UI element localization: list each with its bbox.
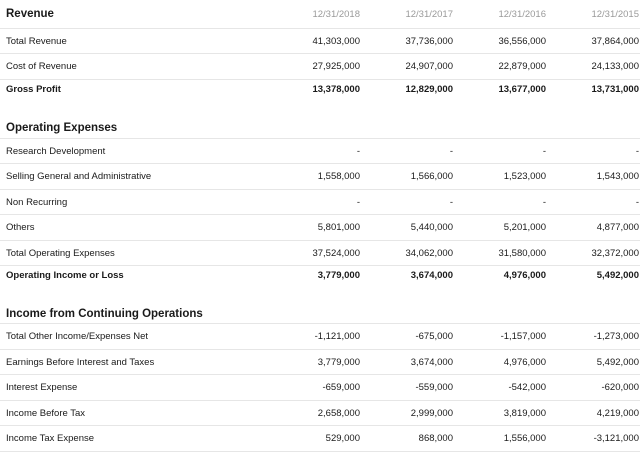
row-value: 1,558,000	[317, 171, 360, 182]
row-label: Total Operating Expenses	[6, 247, 115, 259]
row-value: 1,543,000	[596, 171, 639, 182]
table-row	[0, 375, 640, 401]
row-value: 36,556,000	[498, 35, 546, 47]
row-value: 34,062,000	[405, 247, 453, 259]
row-label: Others	[6, 222, 35, 233]
row-value: 3,674,000	[410, 356, 453, 368]
row-value: -542,000	[508, 382, 546, 393]
row-value: 3,779,000	[317, 356, 360, 368]
table-row	[0, 54, 640, 80]
row-value: 529,000	[325, 433, 360, 444]
row-value: 37,864,000	[591, 35, 639, 47]
row-value: 27,925,000	[312, 61, 360, 72]
row-value: 32,372,000	[591, 247, 639, 259]
row-value: 5,492,000	[596, 356, 639, 368]
row-value: -659,000	[322, 382, 360, 393]
date-column-header: 12/31/2015	[591, 8, 639, 20]
row-value: -	[542, 145, 546, 157]
row-value: 31,580,000	[498, 247, 546, 259]
row-value: 12,829,000	[405, 83, 453, 95]
date-column-header: 12/31/2017	[405, 8, 453, 20]
row-value: 3,674,000	[410, 269, 453, 281]
table-row	[0, 190, 640, 215]
table-row	[0, 350, 640, 375]
row-value: -	[356, 196, 360, 208]
row-value: -1,121,000	[314, 331, 360, 342]
row-value: 1,566,000	[410, 171, 453, 182]
row-value: -	[542, 196, 546, 208]
row-value: 24,907,000	[405, 61, 453, 72]
row-label: Earnings Before Interest and Taxes	[6, 356, 155, 368]
row-value: -	[356, 145, 360, 157]
row-value: 5,801,000	[317, 222, 360, 233]
row-value: -1,273,000	[593, 331, 639, 342]
row-value: 3,819,000	[503, 407, 546, 419]
row-label: Gross Profit	[6, 83, 61, 95]
row-value: 2,658,000	[317, 407, 360, 419]
row-value: -3,121,000	[593, 433, 639, 444]
table-row	[0, 241, 640, 266]
row-value: -	[635, 196, 639, 208]
row-value: 4,976,000	[503, 269, 546, 281]
date-column-header: 12/31/2018	[312, 8, 360, 20]
row-value: 5,201,000	[503, 222, 546, 233]
table-row	[0, 139, 640, 164]
row-value: -675,000	[415, 331, 453, 342]
table-row-total	[0, 80, 640, 98]
row-value: 13,378,000	[312, 83, 360, 95]
section-title-operating-expenses: Operating Expenses	[6, 122, 118, 134]
table-row-total	[0, 266, 640, 284]
section-header-row	[0, 284, 640, 324]
row-value: -620,000	[601, 382, 639, 393]
date-column-header: 12/31/2016	[498, 8, 546, 20]
section-header-row	[0, 98, 640, 139]
row-label: Income Before Tax	[6, 407, 86, 419]
row-value: 4,976,000	[503, 356, 546, 368]
table-row	[0, 401, 640, 426]
row-label: Selling General and Administrative	[6, 171, 152, 182]
row-value: -	[449, 145, 453, 157]
row-label: Interest Expense	[6, 382, 78, 393]
table-row	[0, 29, 640, 54]
table-row	[0, 324, 640, 350]
row-value: 3,779,000	[317, 269, 360, 281]
row-value: 13,677,000	[498, 83, 546, 95]
row-value: 868,000	[418, 433, 453, 444]
row-value: -	[635, 145, 639, 157]
row-value: 5,492,000	[596, 269, 639, 281]
section-title-continuing-operations: Income from Continuing Operations	[6, 307, 203, 320]
row-value: 1,556,000	[503, 433, 546, 444]
row-label: Income Tax Expense	[6, 433, 95, 444]
row-label: Research Development	[6, 145, 106, 157]
row-label: Operating Income or Loss	[6, 269, 124, 281]
row-value: 13,731,000	[591, 83, 639, 95]
row-value: -559,000	[415, 382, 453, 393]
row-value: 22,879,000	[498, 61, 546, 72]
row-value: 41,303,000	[312, 35, 360, 47]
row-value: 1,523,000	[503, 171, 546, 182]
row-value: -	[449, 196, 453, 208]
row-value: 24,133,000	[591, 61, 639, 72]
table-row	[0, 426, 640, 452]
row-value: 37,736,000	[405, 35, 453, 47]
table-row	[0, 164, 640, 190]
row-value: 4,219,000	[596, 407, 639, 419]
section-title-revenue: Revenue	[6, 8, 54, 20]
table-row	[0, 215, 640, 241]
row-value: 2,999,000	[410, 407, 453, 419]
header-row	[0, 0, 640, 29]
row-label: Total Other Income/Expenses Net	[6, 331, 149, 342]
row-value: 4,877,000	[596, 222, 639, 233]
row-value: 37,524,000	[312, 247, 360, 259]
row-value: -1,157,000	[500, 331, 546, 342]
row-label: Total Revenue	[6, 35, 67, 47]
row-value: 5,440,000	[410, 222, 453, 233]
row-label: Cost of Revenue	[6, 61, 77, 72]
row-label: Non Recurring	[6, 196, 68, 208]
